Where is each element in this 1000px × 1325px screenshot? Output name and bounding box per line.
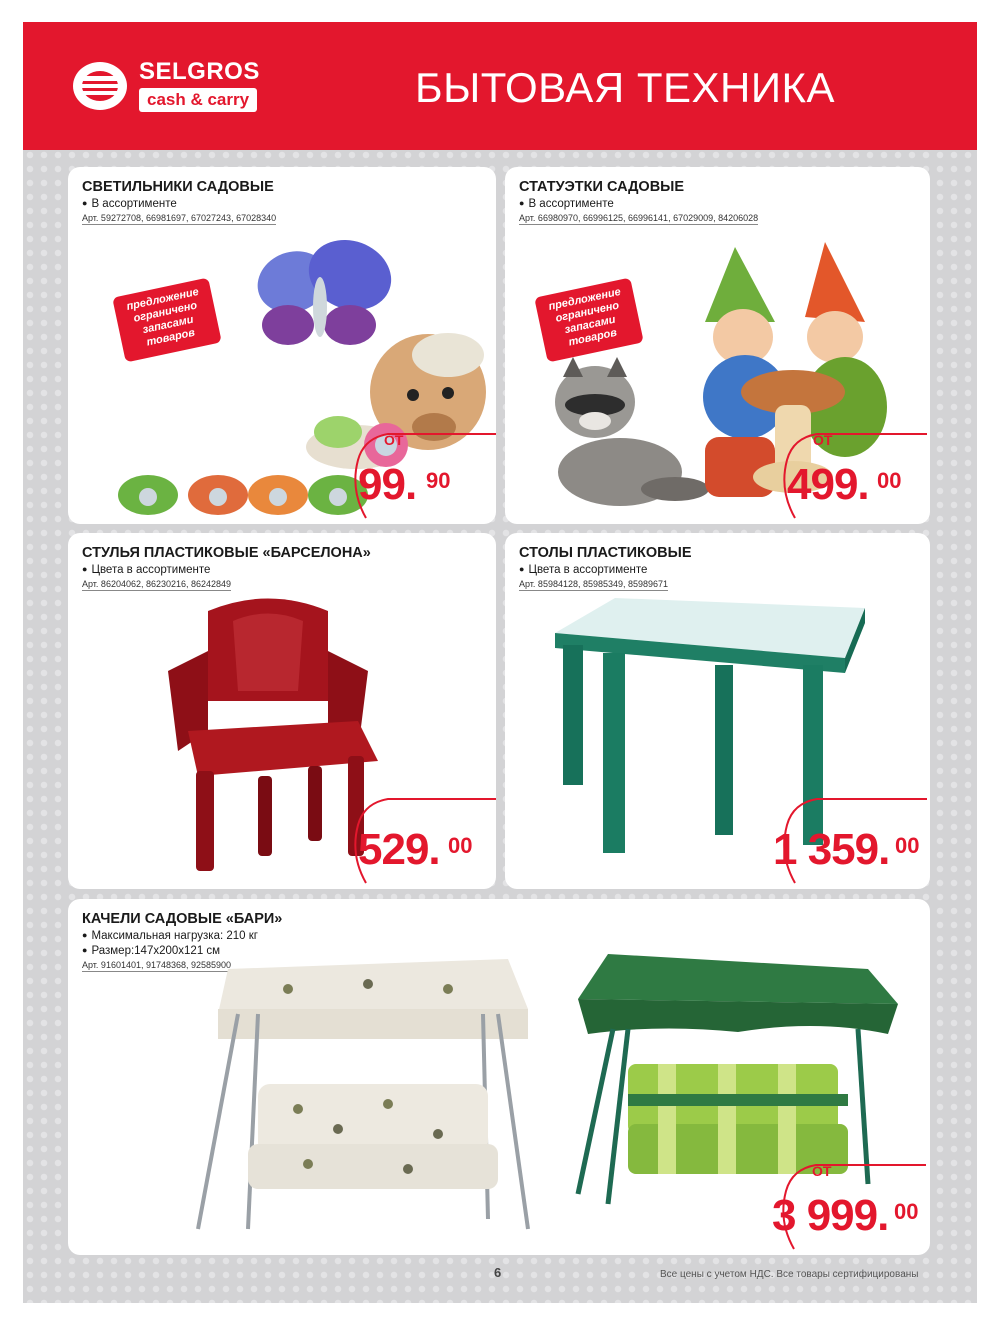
price-cents: 00 (894, 1199, 919, 1224)
product-articles: Арт. 59272708, 66981697, 67027243, 67028340 (82, 213, 277, 223)
header-bar (23, 22, 977, 150)
price-tag (348, 795, 496, 887)
product-title: СВЕТИЛЬНИКИ САДОВЫЕ (82, 179, 274, 195)
product-card-garden-lamps[interactable] (68, 167, 496, 524)
price-cents: 00 (448, 833, 473, 858)
product-title: КАЧЕЛИ САДОВЫЕ «БАРИ» (82, 911, 283, 927)
price-tag (777, 430, 927, 522)
footer-disclaimer: Все цены с учетом НДС. Все товары сертифицированы (660, 1269, 919, 1280)
page-number: 6 (494, 1265, 502, 1280)
product-feature: ● В ассортименте (519, 198, 614, 210)
product-feature: ● Максимальная нагрузка: 210 кг (82, 930, 258, 942)
product-title: СТОЛЫ ПЛАСТИКОВЫЕ (519, 545, 692, 561)
selgros-logo[interactable] (71, 58, 281, 114)
logo-name: SELGROS (139, 58, 260, 85)
product-card-garden-figurines[interactable] (505, 167, 930, 524)
price-main: 499. (787, 460, 869, 509)
price-main: 99. (358, 460, 417, 509)
product-card-plastic-tables[interactable] (505, 533, 930, 889)
product-articles: Арт. 86204062, 86230216, 86242849 (82, 579, 232, 589)
logo-plate-icon (71, 58, 129, 112)
product-feature: ● Размер:147х200х121 см (82, 945, 220, 957)
price-tag (773, 795, 927, 887)
limited-offer-badge: предложение ограничено запасами товаров (534, 278, 644, 363)
limited-offer-badge: предложение ограничено запасами товаров (112, 278, 222, 363)
product-articles: Арт. 91601401, 91748368, 92585900 (82, 960, 232, 970)
price-main: 3 999. (772, 1191, 889, 1240)
product-title: СТУЛЬЯ ПЛАСТИКОВЫЕ «БАРСЕЛОНА» (82, 545, 371, 561)
page-title: БЫТОВАЯ ТЕХНИКА (415, 64, 835, 111)
price-main: 529. (358, 825, 440, 874)
product-articles: Арт. 66980970, 66996125, 66996141, 67029009, 84206028 (519, 213, 759, 223)
product-feature: ● Цвета в ассортименте (82, 564, 210, 576)
floral-swing-image (188, 929, 548, 1249)
product-articles: Арт. 85984128, 85985349, 85989671 (519, 579, 669, 589)
product-title: СТАТУЭТКИ САДОВЫЕ (519, 179, 685, 195)
price-main: 1 359. (773, 825, 890, 874)
brochure-page (23, 22, 977, 1303)
price-tag (348, 430, 496, 522)
price-prefix: ОТ (384, 432, 404, 448)
price-tag (772, 1161, 926, 1253)
price-cents: 00 (877, 468, 902, 493)
product-card-garden-swings[interactable] (68, 899, 930, 1255)
product-card-plastic-chairs[interactable] (68, 533, 496, 889)
logo-tagline: cash & carry (139, 88, 257, 112)
price-cents: 00 (895, 833, 920, 858)
product-feature: ● В ассортименте (82, 198, 177, 210)
price-cents: 90 (426, 468, 451, 493)
product-feature: ● Цвета в ассортименте (519, 564, 647, 576)
price-prefix: ОТ (812, 1163, 832, 1179)
price-prefix: ОТ (813, 432, 833, 448)
